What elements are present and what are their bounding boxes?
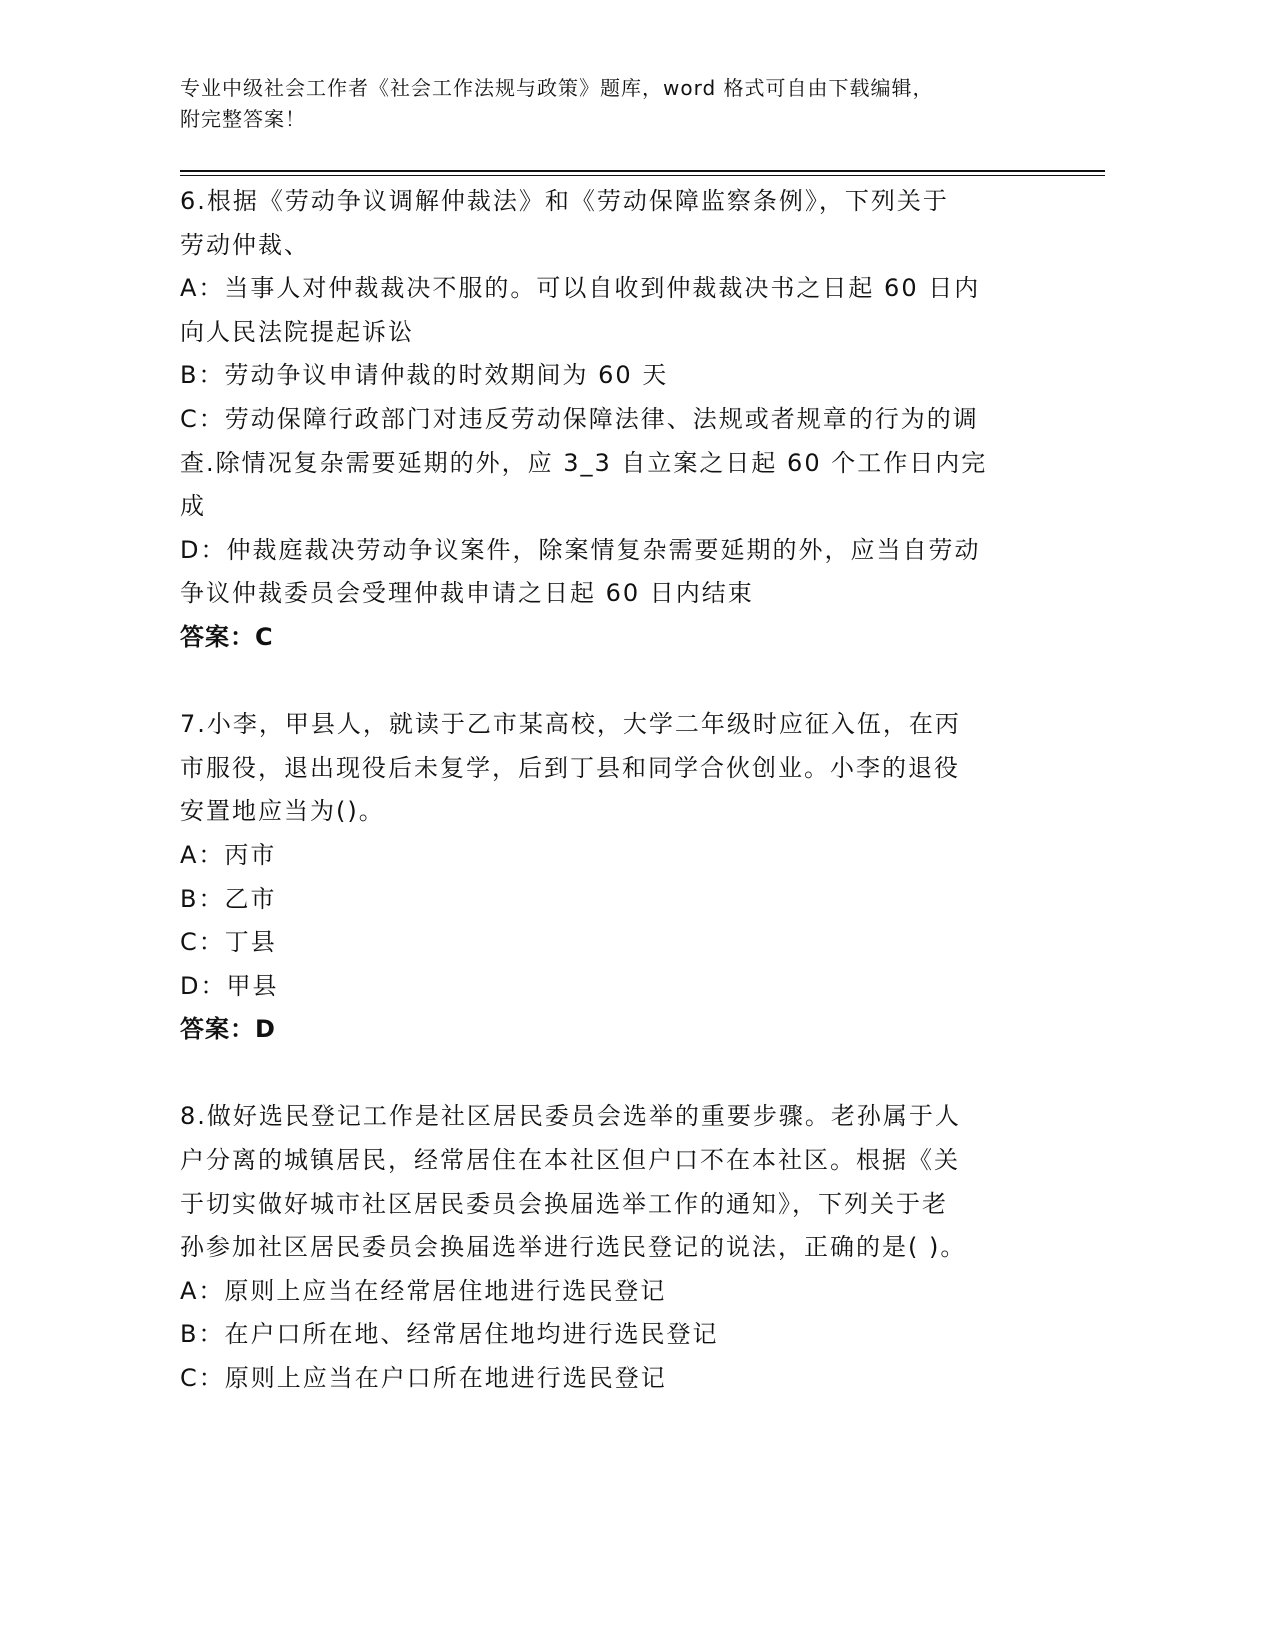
question-stem-line: 7.小李，甲县人，就读于乙市某高校，大学二年级时应征入伍，在丙	[180, 710, 961, 739]
answer-option	[180, 267, 1060, 354]
option-line: 查.除情况复杂需要延期的外，应 3_3 自立案之日起 60 个工作日内完	[180, 448, 988, 477]
option-line: B：乙市	[180, 884, 277, 913]
option-line: 成	[180, 492, 206, 521]
question-stem-line: 孙参加社区居民委员会换届选举进行选民登记的说法，正确的是( )。	[180, 1233, 967, 1262]
answer-option	[180, 965, 1060, 1009]
answer-option	[180, 921, 1060, 965]
answer-key: 答案：D	[180, 1015, 276, 1044]
document-header	[180, 73, 1040, 135]
option-line: C：劳动保障行政部门对违反劳动保障法律、法规或者规章的行为的调	[180, 404, 979, 433]
answer-option	[180, 398, 1060, 529]
option-line: B：在户口所在地、经常居住地均进行选民登记	[180, 1320, 719, 1349]
question-stem-line: 8.做好选民登记工作是社区居民委员会选举的重要步骤。老孙属于人	[180, 1102, 961, 1131]
question-stem-line: 劳动仲裁、	[180, 230, 310, 259]
header-line: 专业中级社会工作者《社会工作法规与政策》题库，word 格式可自由下载编辑，	[180, 76, 934, 100]
option-line: 争议仲裁委员会受理仲裁申请之日起 60 日内结束	[180, 579, 754, 608]
option-line: A：原则上应当在经常居住地进行选民登记	[180, 1276, 667, 1305]
answer-option	[180, 1270, 1060, 1314]
header-divider-thin	[180, 175, 1105, 176]
question-6	[180, 180, 1060, 660]
question-stem-line: 于切实做好城市社区居民委员会换届选举工作的通知》，下列关于老	[180, 1189, 948, 1218]
question-7	[180, 703, 1060, 1052]
answer-option	[180, 1357, 1060, 1401]
header-line: 附完整答案！	[180, 107, 306, 131]
question-stem-line: 户分离的城镇居民，经常居住在本社区但户口不在本社区。根据《关	[180, 1146, 960, 1175]
answer-option	[180, 354, 1060, 398]
answer-option	[180, 529, 1060, 616]
option-line: D：仲裁庭裁决劳动争议案件，除案情复杂需要延期的外，应当自劳动	[180, 535, 981, 564]
option-line: C：原则上应当在户口所在地进行选民登记	[180, 1364, 667, 1393]
option-line: C：丁县	[180, 928, 277, 957]
option-line: A：丙市	[180, 840, 277, 869]
answer-option	[180, 834, 1060, 878]
header-divider	[180, 170, 1105, 172]
question-stem-line: 6.根据《劳动争议调解仲裁法》和《劳动保障监察条例》，下列关于	[180, 187, 949, 215]
option-line: B：劳动争议申请仲裁的时效期间为 60 天	[180, 361, 669, 390]
option-line: D：甲县	[180, 971, 279, 1000]
question-list	[180, 180, 1060, 1444]
option-line: A：当事人对仲裁裁决不服的。可以自收到仲裁裁决书之日起 60 日内	[180, 274, 981, 303]
option-line: 向人民法院提起诉讼	[180, 317, 414, 346]
question-stem-line: 安置地应当为()。	[180, 797, 385, 826]
question-8	[180, 1095, 1060, 1400]
answer-option	[180, 878, 1060, 922]
answer-option	[180, 1313, 1060, 1357]
question-stem-line: 市服役，退出现役后未复学，后到丁县和同学合伙创业。小李的退役	[180, 753, 960, 782]
answer-key: 答案：C	[180, 622, 274, 651]
